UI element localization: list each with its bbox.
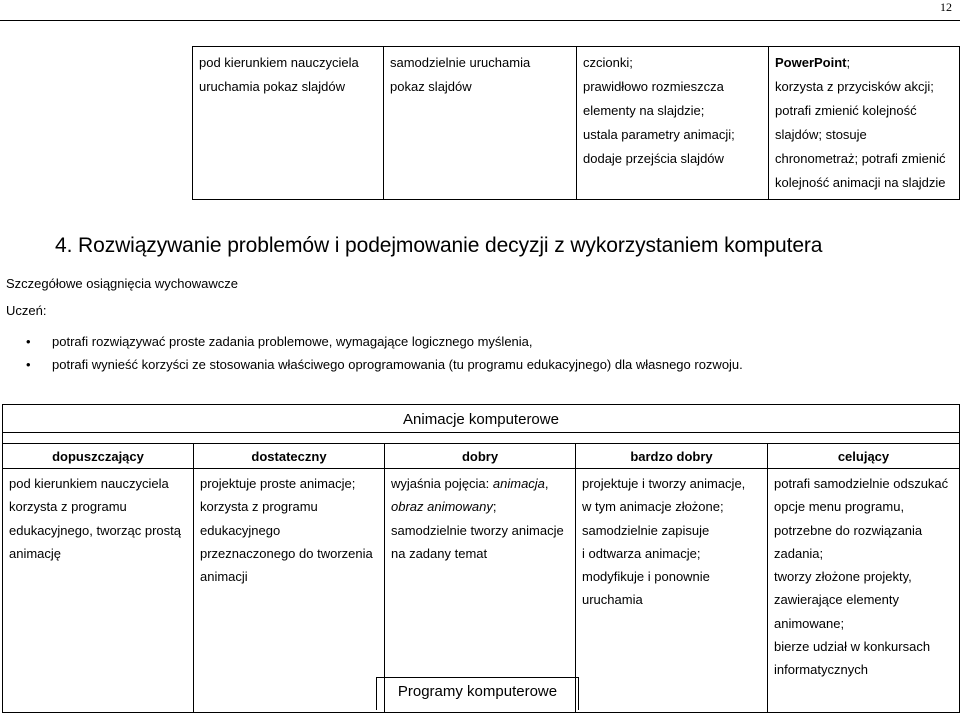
cell-line: kolejność animacji na slajdzie (775, 175, 946, 190)
cell-bardzo-dobry (576, 469, 768, 713)
grades-table (2, 404, 960, 713)
cell-dobry (385, 469, 576, 713)
cell-line (391, 472, 569, 495)
cell-line: animację (9, 545, 62, 561)
text-run: wyjaśnia pojęcia: (391, 476, 493, 491)
punctuation: , (544, 476, 549, 491)
section-heading: 4. Rozwiązywanie problemów i podejmowanie decyzji z wykorzystaniem komputera (55, 234, 823, 257)
cell-line: bierze udział w konkursach (774, 639, 931, 655)
cell-line: potrzebne do rozwiązania (774, 522, 923, 538)
cell-line: korzysta z programu (200, 499, 318, 515)
cell-line: uruchamia (582, 592, 643, 608)
table-row (3, 469, 960, 713)
cell-line: pod kierunkiem nauczyciela (9, 476, 169, 491)
cell-line: slajdów; stosuje (775, 127, 867, 142)
list-item: • potrafi wynieść korzyści ze stosowania właściwego oprogramowania (tu programu edukacyjnego) dla własnego rozwoju. (24, 353, 743, 376)
cell-line: korzysta z programu (9, 499, 127, 515)
cell-line: dodaje przejścia slajdów (583, 151, 724, 166)
powerpoint-label: PowerPoint (775, 55, 847, 70)
cell-line: edukacyjnego, tworząc prostą (9, 522, 181, 538)
top-cell-1 (193, 47, 384, 200)
punctuation: ; (492, 499, 497, 515)
top-cell-2 (384, 47, 577, 200)
header-dostateczny: dostateczny (194, 444, 385, 469)
header-dobry: dobry (385, 444, 576, 469)
cell-line: opcje menu programu, (774, 499, 905, 515)
top-cell-3 (577, 47, 769, 200)
header-bardzo-dobry: bardzo dobry (576, 444, 768, 469)
cell-line: pokaz slajdów (390, 79, 472, 94)
cell-line: animowane; (774, 615, 845, 631)
cell-line: modyfikuje i ponownie (582, 569, 710, 585)
table-row (193, 47, 960, 200)
table-spacer (3, 433, 960, 444)
cell-line: na zadany temat (391, 545, 488, 561)
header-rule (0, 20, 960, 21)
italic-term: animacja (492, 476, 545, 491)
cell-line: tworzy złożone projekty, (774, 569, 912, 585)
cell-line: chronometraż; potrafi zmienić (775, 151, 946, 166)
cell-line: samodzielnie zapisuje (582, 522, 710, 538)
cell-line: samodzielnie tworzy animacje (391, 522, 564, 538)
cell-line: projektuje i tworzy animacje, (582, 476, 746, 491)
cell-line (391, 495, 569, 518)
cell-line: elementy na slajdzie; (583, 103, 705, 118)
cell-dopuszczajacy (3, 469, 194, 713)
cell-line: i odtwarza animacje; (582, 545, 701, 561)
cell-line: uruchamia pokaz slajdów (199, 79, 345, 94)
cell-line: potrafi samodzielnie odszukać (774, 476, 949, 491)
cell-celujacy (768, 469, 960, 713)
section-subtitle: Szczegółowe osiągnięcia wychowawcze (6, 276, 238, 291)
page-number: 12 (940, 0, 952, 14)
header-celujacy: celujący (768, 444, 960, 469)
cell-line: prawidłowo rozmieszcza (583, 79, 724, 94)
bullet-list (24, 330, 743, 376)
header-dopuszczajacy: dopuszczający (3, 444, 194, 469)
cell-line: zawierające elementy (774, 592, 900, 608)
table-title: Animacje komputerowe (3, 405, 960, 433)
cell-line: samodzielnie uruchamia (390, 55, 531, 70)
spacer-cell (3, 433, 960, 444)
cell-line: potrafi zmienić kolejność (775, 103, 917, 118)
top-cell-4 (769, 47, 960, 200)
cell-line: animacji (200, 569, 248, 585)
cell-line: projektuje proste animacje; (200, 476, 356, 491)
cell-line: korzysta z przycisków akcji; (775, 79, 934, 94)
cell-line: edukacyjnego (200, 522, 281, 538)
cell-line: zadania; (774, 545, 824, 561)
next-table-heading: Programy komputerowe (376, 677, 579, 710)
top-table (192, 46, 960, 200)
pupil-label: Uczeń: (6, 303, 47, 318)
cell-line: pod kierunkiem nauczyciela (199, 55, 359, 70)
cell-line: ustala parametry animacji; (583, 127, 735, 142)
list-item: • potrafi rozwiązywać proste zadania problemowe, wymagające logicznego myślenia, (24, 330, 743, 353)
cell-line: w tym animacje złożone; (582, 499, 724, 515)
cell-line: przeznaczonego do tworzenia (200, 545, 373, 561)
italic-term: obraz animowany (391, 499, 493, 515)
table-header-row (3, 444, 960, 469)
cell-line (775, 51, 953, 75)
cell-line: czcionki; (583, 55, 633, 70)
table-title-row (3, 405, 960, 433)
punctuation: ; (846, 55, 851, 70)
cell-dostateczny (194, 469, 385, 713)
cell-line: informatycznych (774, 662, 868, 678)
